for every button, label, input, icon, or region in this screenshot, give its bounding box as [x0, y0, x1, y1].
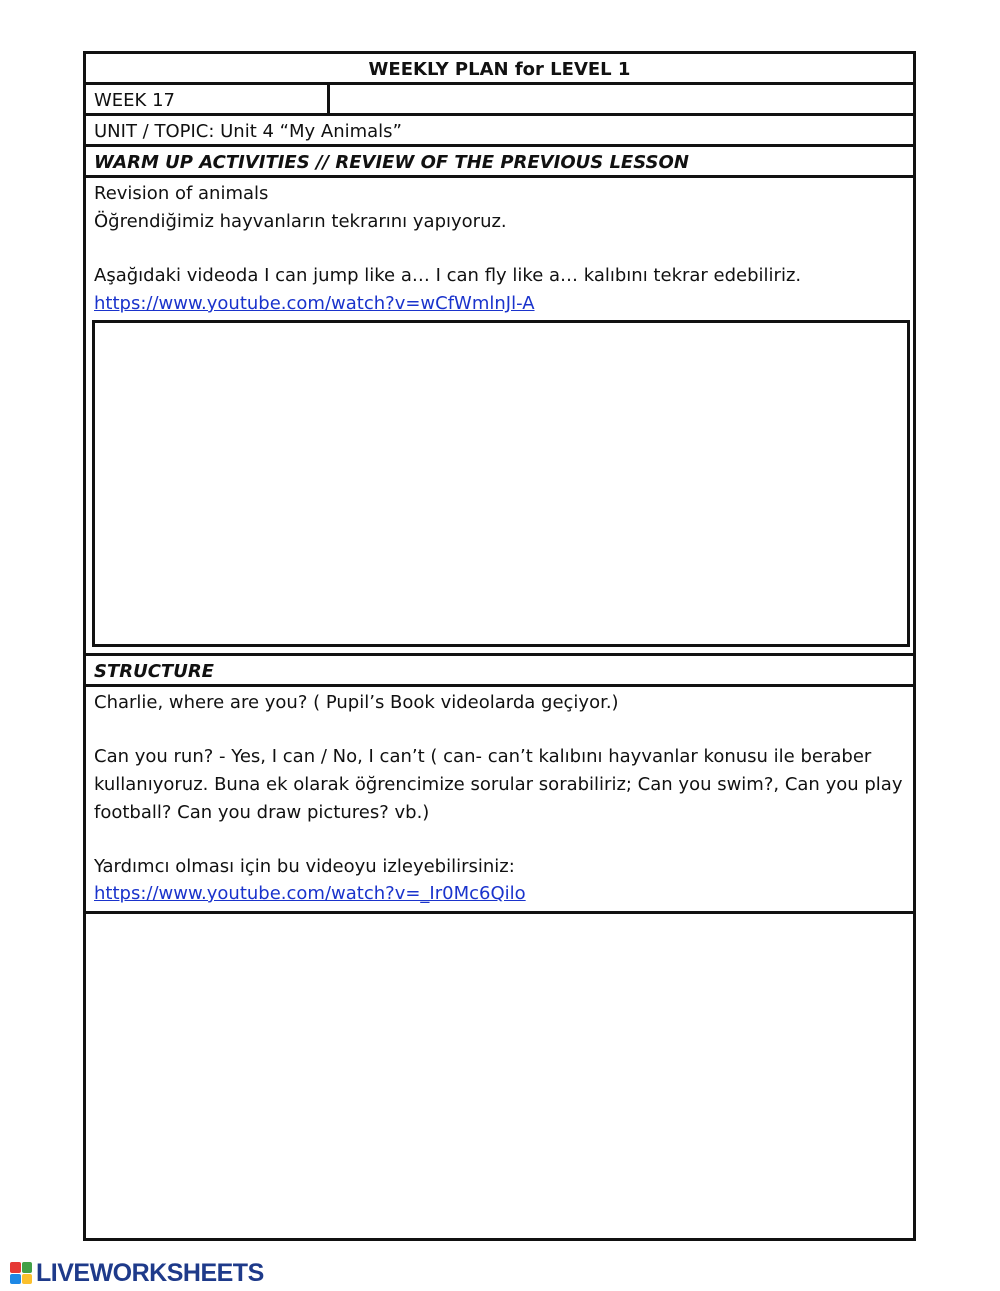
- structure-video-embed[interactable]: [83, 911, 916, 1241]
- structure-line-5: Yardımcı olması için bu videoyu izleyebilirsiniz:: [94, 856, 515, 877]
- logo-mark-icon: [10, 1262, 32, 1284]
- week-row: [83, 82, 916, 116]
- warmup-section: [83, 175, 916, 656]
- structure-video-link[interactable]: https://www.youtube.com/watch?v=_Ir0Mc6Qilo: [94, 883, 526, 904]
- weekly-plan-table: [83, 51, 916, 1241]
- unit-topic: UNIT / TOPIC: Unit 4 “My Animals”: [94, 121, 402, 142]
- warmup-line-3: Aşağıdaki videoda I can jump like a… I can fly like a… kalıbını tekrar edebiliriz.: [94, 265, 802, 286]
- warmup-heading: WARM UP ACTIVITIES // REVIEW OF THE PREVIOUS LESSON: [94, 152, 689, 173]
- liveworksheets-logo[interactable]: [10, 1259, 264, 1287]
- title-row: [83, 51, 916, 85]
- structure-heading-row: [83, 653, 916, 687]
- page-title: WEEKLY PLAN for LEVEL 1: [368, 59, 631, 80]
- structure-heading: STRUCTURE: [94, 661, 214, 682]
- structure-line-2: Can you run? - Yes, I can / No, I can’t ( can- can’t kalıbını hayvanlar konusu ile beraber: [94, 746, 872, 767]
- structure-line-1: Charlie, where are you? ( Pupil’s Book videolarda geçiyor.): [94, 692, 619, 713]
- warmup-line-2: Öğrendiğimiz hayvanların tekrarını yapıyoruz.: [94, 211, 507, 232]
- warmup-heading-row: [83, 144, 916, 178]
- structure-line-3: kullanıyoruz. Buna ek olarak öğrencimize sorular sorabiliriz; Can you swim?, Can you play: [94, 774, 903, 795]
- structure-section: [83, 684, 916, 914]
- logo-text: LIVEWORKSHEETS: [36, 1258, 264, 1287]
- week-label: WEEK 17: [94, 90, 175, 111]
- warmup-line-1: Revision of animals: [94, 183, 269, 204]
- unit-row: [83, 113, 916, 147]
- warmup-video-link[interactable]: https://www.youtube.com/watch?v=wCfWmlnJl-A: [94, 293, 535, 314]
- structure-line-4: football? Can you draw pictures? vb.): [94, 802, 430, 823]
- week-divider: [327, 85, 330, 113]
- warmup-video-embed[interactable]: [92, 320, 910, 647]
